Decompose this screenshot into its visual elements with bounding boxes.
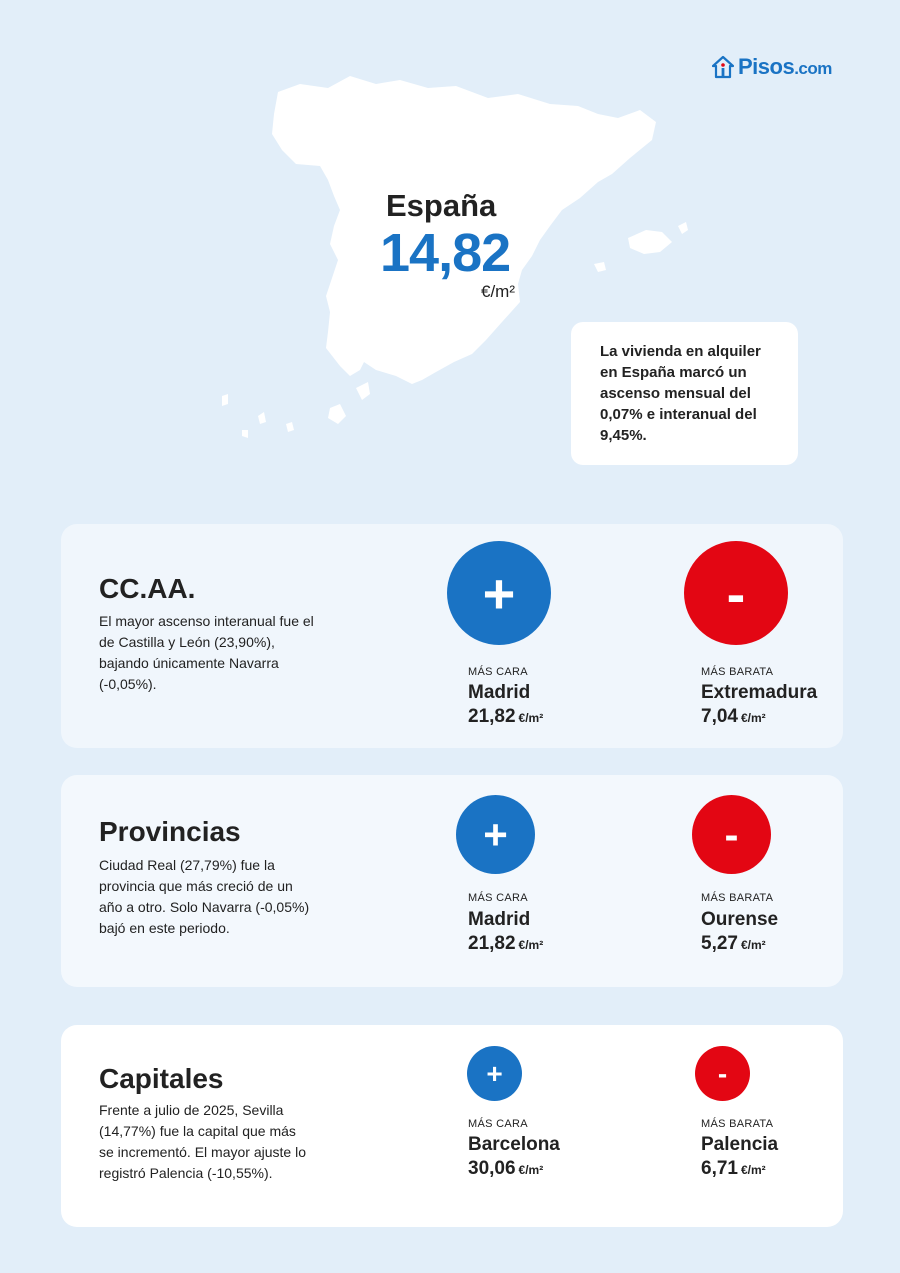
plus-icon: + [456, 795, 535, 874]
most-expensive-name: Madrid [468, 682, 531, 703]
minus-icon: - [695, 1046, 750, 1101]
most-expensive-price: 21,82 €/m² [468, 706, 544, 727]
section-title: Capitales [99, 1063, 224, 1094]
plus-icon: + [447, 541, 551, 645]
national-price: 14,82 [380, 223, 511, 283]
cheapest-name: Extremadura [701, 682, 818, 703]
cheapest-name: Palencia [701, 1134, 779, 1155]
cheapest-label: MÁS BARATA [701, 1118, 774, 1130]
most-expensive-name: Barcelona [468, 1134, 560, 1155]
most-expensive-label: MÁS CARA [468, 666, 528, 678]
section-description: Frente a julio de 2025, Sevilla (14,77%) fue la capital que más se incrementó. El mayor ajuste lo registró Palencia (-10,55%). [99, 1102, 306, 1181]
price-unit: €/m² [481, 282, 515, 301]
most-expensive-price: 30,06 €/m² [468, 1158, 544, 1179]
brand-logo [712, 54, 832, 80]
brand-name: Pisos.com [738, 54, 832, 79]
country-title: España [386, 188, 497, 223]
minus-icon: - [684, 541, 788, 645]
section-title: CC.AA. [99, 573, 196, 604]
cheapest-label: MÁS BARATA [701, 892, 774, 904]
house-icon [712, 55, 734, 79]
most-expensive-price: 21,82 €/m² [468, 933, 544, 954]
most-expensive-name: Madrid [468, 909, 531, 930]
minus-icon: - [692, 795, 771, 874]
most-expensive-label: MÁS CARA [468, 1118, 528, 1130]
cheapest-price: 6,71 €/m² [701, 1158, 766, 1179]
cheapest-name: Ourense [701, 909, 779, 930]
cheapest-label: MÁS BARATA [701, 666, 774, 678]
section-ccaa [61, 524, 843, 748]
section-provincias [61, 775, 843, 987]
section-title: Provincias [99, 816, 241, 847]
section-description: Ciudad Real (27,79%) fue la provincia que más creció de un año a otro. Solo Navarra (-0,05%) bajó en este periodo. [99, 857, 310, 936]
cheapest-price: 7,04 €/m² [701, 706, 766, 727]
most-expensive-label: MÁS CARA [468, 892, 528, 904]
section-description: El mayor ascenso interanual fue el de Castilla y León (23,90%), bajando únicamente Navarra (-0,05%). [99, 613, 314, 692]
summary-note: La vivienda en alquiler en España marcó un ascenso mensual del 0,07% e interanual del 9,45%. [571, 322, 798, 465]
section-capitales [61, 1025, 843, 1227]
plus-icon: + [467, 1046, 522, 1101]
cheapest-price: 5,27 €/m² [701, 933, 766, 954]
